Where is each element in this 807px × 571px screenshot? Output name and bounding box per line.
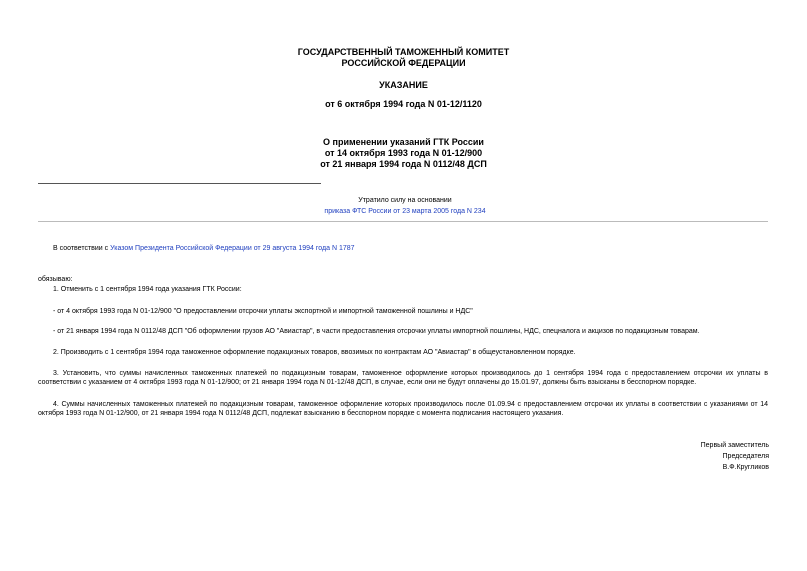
divider-bottom — [38, 221, 768, 222]
document-title-line2: от 14 октября 1993 года N 01-12/900 — [324, 148, 483, 158]
paragraph-3: 3. Установить, что суммы начисленных таможенных платежей по подакцизным товарам, таможенное оформление которых производилось до 1 сентября 1994 года с предоставлением отсрочки их уплаты в соответствии с указанием от 4 октября 1993 года N 01-12/900; от 21 января 1994 года N 01-12/48 ДСП, в случае, если они не будут оплачены до 15.01.97, должны быть взысканы в бесспорном порядке. — [38, 370, 768, 386]
obligation-text: обязываю: — [38, 276, 73, 283]
repeal-order-link[interactable]: приказа ФТС России от 23 марта 2005 года N 234 — [324, 208, 486, 215]
document-title-line1: О применении указаний ГТК России — [323, 137, 484, 147]
paragraph-2: 2. Производить с 1 сентября 1994 года таможенное оформление подакцизных товаров, ввозимых по контрактам АО "Авиастар" в общеустановленном порядке. — [53, 349, 576, 356]
paragraph-1b: - от 21 января 1994 года N 0112/48 ДСП "Об оформлении грузов АО "Авиастар", в части предоставления отсрочки уплаты импортной пошлины, НДС, спецналога и акцизов по подакцизным товарам. — [53, 328, 700, 335]
intro-prefix: В соответствии с — [53, 245, 111, 252]
paragraph-1a: - от 4 октября 1993 года N 01-12/900 "О предоставлении отсрочки уплаты экспортной и импортной таможенной пошлины и НДС" — [53, 308, 473, 315]
presidential-decree-link[interactable]: Указом Президента Российской Федерации от 29 августа 1994 года N 1787 — [110, 245, 355, 252]
signature-position: Председателя — [722, 453, 769, 460]
status-note: Утратило силу на основании — [358, 197, 452, 204]
signature-name: В.Ф.Кругликов — [722, 464, 769, 471]
signature-title: Первый заместитель — [700, 442, 769, 449]
document-title-line3: от 21 января 1994 года N 0112/48 ДСП — [320, 159, 487, 169]
intro-paragraph — [38, 244, 768, 253]
paragraph-1: 1. Отменить с 1 сентября 1994 года указания ГТК России: — [53, 286, 242, 293]
paragraph-4: 4. Суммы начисленных таможенных платежей по подакцизным товарам, таможенное оформление которых производилось после 01.09.94 с предоставлением отсрочки их уплаты в соответствии с указаниями от 14 октября 1993 года N 01-12/900, от 21 января 1994 года N 0112/48 ДСП, подлежат взысканию в бесспорном порядке с момента подписания настоящего указания. — [38, 401, 768, 417]
document-type: УКАЗАНИЕ — [379, 80, 428, 90]
status-link-row — [318, 207, 492, 216]
agency-name-line2: РОССИЙСКОЙ ФЕДЕРАЦИИ — [341, 58, 466, 68]
document-date: от 6 октября 1994 года N 01-12/1120 — [325, 99, 482, 109]
divider-top — [38, 183, 321, 184]
agency-name-line1: ГОСУДАРСТВЕННЫЙ ТАМОЖЕННЫЙ КОМИТЕТ — [297, 47, 510, 57]
